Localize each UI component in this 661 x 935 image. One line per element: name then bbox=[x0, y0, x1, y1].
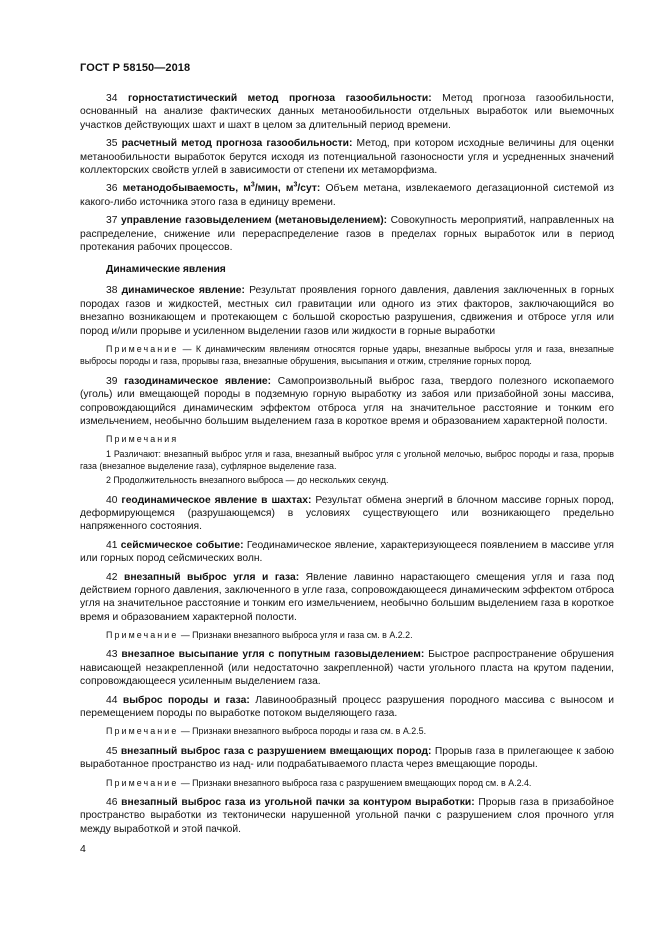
term-number: 38 bbox=[106, 285, 118, 297]
document-header: ГОСТ Р 58150—2018 bbox=[80, 62, 191, 74]
note-42 bbox=[80, 629, 614, 641]
term-name: внезапный выброс газа из угольной пачки за контуром выработки: bbox=[121, 796, 475, 808]
term-name: управление газовыделением (метановыделением): bbox=[120, 215, 388, 227]
note-text: — Признаки внезапного выброса газа с разрушением вмещающих пород см. в А.2.4. bbox=[178, 777, 532, 788]
term-34 bbox=[80, 92, 614, 132]
note-text: — К динамическим явлениям относятся горные удары, внезапные выбросы угля и газа, внезапные выбросы породы и газа, прорывы газа, внезапные обрушения, высыпания и отжим, стреляние горных пород. bbox=[80, 344, 614, 367]
term-definition: Объем метана, извлекаемого дегазационной системой из какого-либо источника этого газа в единицу времени. bbox=[80, 183, 614, 208]
term-definition: Геодинамическое явление, характеризующееся появлением в массиве угля или горных пород сейсмических волн. bbox=[80, 539, 614, 565]
term-44 bbox=[80, 694, 614, 721]
term-number: 37 bbox=[106, 215, 118, 227]
note-label: Примечание bbox=[106, 726, 179, 737]
note-text: — Признаки внезапного выброса породы и газа см. в А.2.5. bbox=[178, 726, 427, 737]
term-42 bbox=[80, 571, 614, 625]
term-number: 46 bbox=[106, 796, 118, 808]
term-name: динамическое явление: bbox=[121, 285, 245, 297]
term-number: 34 bbox=[106, 93, 118, 104]
term-46 bbox=[80, 796, 614, 836]
term-number: 39 bbox=[106, 375, 118, 387]
note-45 bbox=[80, 777, 614, 789]
term-definition: Совокупность мероприятий, направленных на распределение, снижение или перераспределение газов в пределах горных выработок или в период протекания рабочих процессов. bbox=[80, 215, 614, 254]
term-36 bbox=[80, 182, 614, 209]
term-name: сейсмическое событие: bbox=[120, 539, 244, 551]
term-38 bbox=[80, 284, 614, 338]
term-name: выброс породы и газа: bbox=[122, 694, 250, 706]
term-number: 40 bbox=[106, 494, 118, 506]
note-label: Примечание bbox=[106, 777, 179, 788]
term-40 bbox=[80, 494, 614, 534]
term-37 bbox=[80, 214, 614, 254]
term-name: внезапное высыпание угля с попутным газовыделением: bbox=[121, 649, 425, 661]
note-44 bbox=[80, 725, 614, 737]
term-definition: Быстрое распространение обрушения нависающей незакрепленной (или недостаточно закрепленной) части угольного пласта на крутом падении, сопровождающееся усиленным выделением газа. bbox=[80, 649, 614, 688]
term-number: 45 bbox=[106, 745, 118, 757]
term-41 bbox=[80, 539, 614, 566]
document-body bbox=[80, 92, 614, 841]
term-39 bbox=[80, 375, 614, 429]
term-number: 41 bbox=[106, 539, 118, 551]
note-label: Примечание bbox=[106, 344, 179, 355]
term-definition: Результат обмена энергий в блочном массиве горных пород, деформирующемся (разрушающемся) в условиях существующего или возникающего предельно напряженного состояния. bbox=[80, 494, 614, 533]
term-name: метанодобываемость, $м^3$/мин, $м^3$/сут: bbox=[122, 182, 321, 195]
term-definition: Лавинообразный процесс разрушения породного массива с выносом и перемещением породы по выработке потоком выделяющего газа. bbox=[80, 694, 614, 720]
note-39-item-2: 2 Продолжительность внезапного выброса — до нескольких секунд. bbox=[106, 475, 389, 486]
page-number: 4 bbox=[80, 843, 86, 855]
term-number: 42 bbox=[106, 571, 118, 583]
term-name: горностатистический метод прогноза газообильности: bbox=[127, 93, 432, 104]
term-definition: Результат проявления горного давления, давления заключенных в горных породах газов и жидкостей, местных сил гравитации или одного из этих факторов, заключающийся во внезапно возникающем и протекающем с большой скоростью разрушения, сдвижения и отбросе угля или пород и/или прорыве и усиленном выделении газов или жидкости в горные выработки bbox=[80, 285, 614, 337]
notes-39-label bbox=[80, 433, 614, 445]
note-38 bbox=[80, 343, 614, 368]
term-43 bbox=[80, 648, 614, 688]
term-definition: Метод прогноза газообильности, основанный на анализе фактических данных метанообильности отдельных выработок или выемочных участков действующих шахт и шахт в целом за длительный период времени. bbox=[80, 93, 614, 131]
term-name: геодинамическое явление в шахтах: bbox=[121, 494, 312, 506]
term-definition: Явление лавинно нарастающего смещения угля и газа под действием горного давления, заключенного в угле газа, сопровождающееся динамическим эффектом отброса угля на значительное расстояние и тонким его измельчением, необычно большим выделением газа в короткое время и образованием характерной полости. bbox=[80, 571, 614, 623]
section-title: Динамические явления bbox=[106, 264, 226, 276]
term-number: 35 bbox=[106, 138, 118, 150]
term-45 bbox=[80, 745, 614, 772]
note-label: Примечания bbox=[106, 434, 179, 445]
term-number: 44 bbox=[106, 694, 118, 706]
term-number: 43 bbox=[106, 649, 118, 661]
term-35 bbox=[80, 137, 614, 177]
term-definition: Самопроизвольный выброс газа, твердого полезного ископаемого (уголь) или вмещающей породы в подземную горную выработку из забоя или призабойной зоны массива, сопровождающийся динамическим эффектом отброса угля на значительное расстояние и тонким его измельчением, необычно большим выделением газа в короткое время и образованием характерной полости. bbox=[80, 375, 614, 427]
note-label: Примечание bbox=[106, 630, 179, 641]
term-name: расчетный метод прогноза газообильности: bbox=[121, 138, 353, 150]
term-definition: Прорыв газа в призабойное пространство выработки из тектонически нарушенной угольной пачки с разрушением слоя прочного угля между выработкой и этой пачкой. bbox=[80, 796, 614, 835]
note-39-item-1: 1 Различают: внезапный выброс угля и газа, внезапный выброс угля с угольной мелочью, выброс породы и газа, прорыв газа (внезапное выделение газа), суфлярное выделение газа. bbox=[80, 448, 614, 471]
note-text: — Признаки внезапного выброса угля и газа см. в А.2.2. bbox=[178, 630, 413, 641]
term-name: внезапный выброс газа с разрушением вмещающих пород: bbox=[120, 745, 432, 757]
term-number: 36 bbox=[106, 183, 118, 195]
term-name: газодинамическое явление: bbox=[124, 375, 272, 387]
term-definition: Прорыв газа в прилегающее к забою выработанное пространство из над- или подрабатываемого пласта через вмещающие породы. bbox=[80, 745, 614, 771]
term-name: внезапный выброс угля и газа: bbox=[123, 571, 300, 583]
term-definition: Метод, при котором исходные величины для оценки метанообильности выработок берутся исходя из потенциальной газоносности угля и усредненных значений коллекторских свойств углей в зависимости от степени их метаморфизма. bbox=[80, 138, 614, 177]
